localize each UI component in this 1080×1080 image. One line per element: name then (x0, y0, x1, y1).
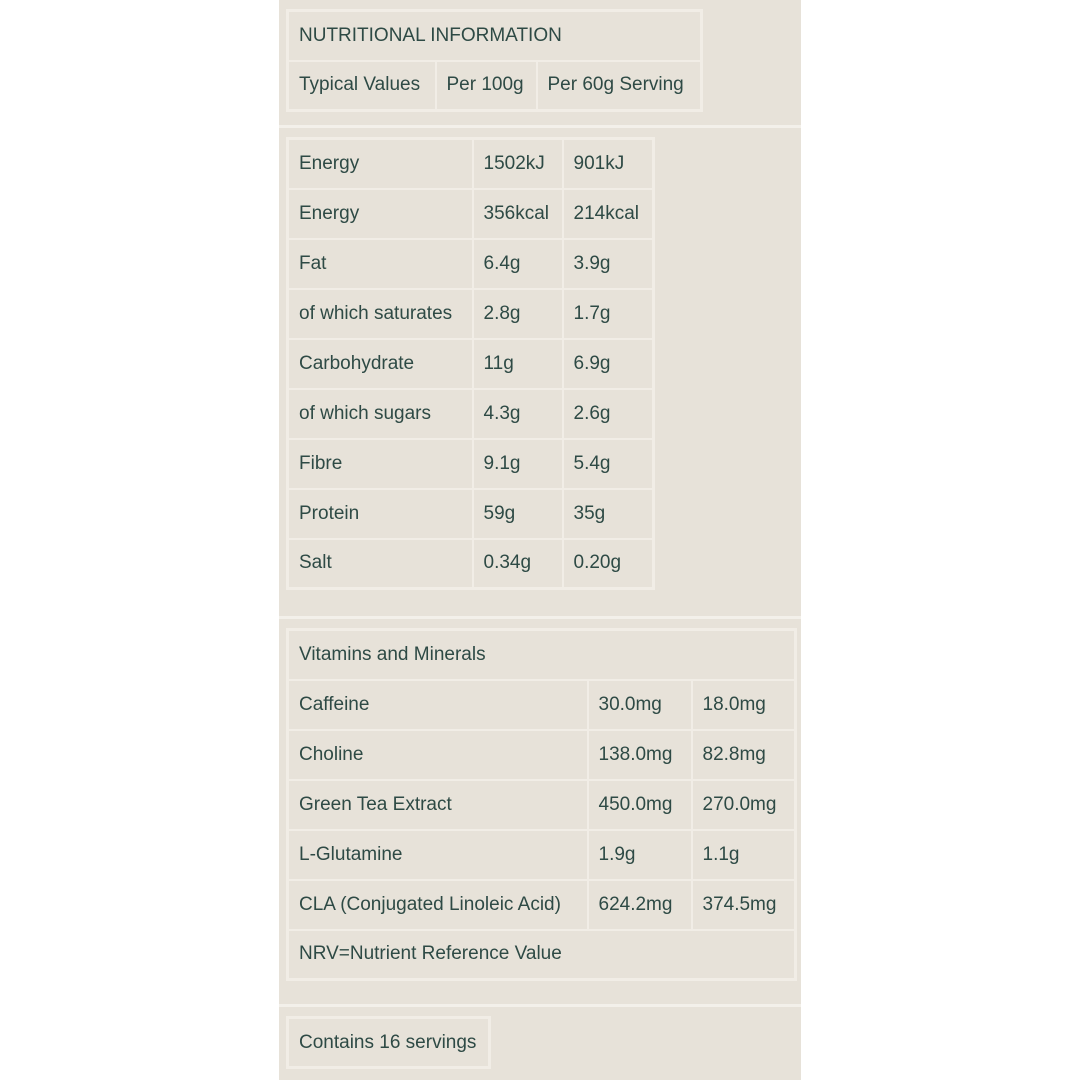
nutrient-name: CLA (Conjugated Linoleic Acid) (288, 880, 588, 930)
column-header-per-serving: Per 60g Serving (537, 61, 702, 111)
table-row (288, 289, 654, 339)
column-header-per-100g: Per 100g (436, 61, 537, 111)
section-divider (279, 125, 801, 128)
vitamins-title: Vitamins and Minerals (288, 630, 796, 680)
servings-table (286, 1016, 491, 1069)
per-serving-value: 3.9g (563, 239, 654, 289)
table-row (288, 780, 796, 830)
per-100g-value: 4.3g (473, 389, 563, 439)
per-100g-value: 1.9g (588, 830, 692, 880)
per-100g-value: 138.0mg (588, 730, 692, 780)
per-100g-value: 6.4g (473, 239, 563, 289)
per-100g-value: 450.0mg (588, 780, 692, 830)
per-100g-value: 2.8g (473, 289, 563, 339)
per-serving-value: 270.0mg (692, 780, 796, 830)
per-serving-value: 6.9g (563, 339, 654, 389)
per-100g-value: 0.34g (473, 539, 563, 589)
nutrient-name: Salt (288, 539, 473, 589)
per-100g-value: 1502kJ (473, 139, 563, 189)
per-serving-value: 35g (563, 489, 654, 539)
per-100g-value: 30.0mg (588, 680, 692, 730)
nutrient-name: Fibre (288, 439, 473, 489)
table-row (288, 339, 654, 389)
table-row (288, 239, 654, 289)
table-row (288, 880, 796, 930)
per-100g-value: 59g (473, 489, 563, 539)
table-row (288, 439, 654, 489)
nutrient-name: Caffeine (288, 680, 588, 730)
per-100g-value: 624.2mg (588, 880, 692, 930)
nutrient-name: Energy (288, 189, 473, 239)
column-header-typical-values: Typical Values (288, 61, 436, 111)
per-100g-value: 356kcal (473, 189, 563, 239)
nutrition-table (286, 137, 655, 590)
per-serving-value: 82.8mg (692, 730, 796, 780)
per-serving-value: 214kcal (563, 189, 654, 239)
table-row (288, 189, 654, 239)
per-serving-value: 2.6g (563, 389, 654, 439)
vitamins-table (286, 628, 797, 981)
nutrient-name: Fat (288, 239, 473, 289)
per-serving-value: 374.5mg (692, 880, 796, 930)
per-100g-value: 11g (473, 339, 563, 389)
table-row (288, 730, 796, 780)
section-divider (279, 616, 801, 619)
nutrient-name: Protein (288, 489, 473, 539)
table-row (288, 830, 796, 880)
table-row (288, 539, 654, 589)
servings-count: Contains 16 servings (288, 1018, 490, 1068)
per-serving-value: 1.7g (563, 289, 654, 339)
nutrient-name: Choline (288, 730, 588, 780)
header-table (286, 9, 703, 112)
per-serving-value: 901kJ (563, 139, 654, 189)
table-row (288, 389, 654, 439)
table-title: NUTRITIONAL INFORMATION (288, 11, 702, 61)
per-serving-value: 1.1g (692, 830, 796, 880)
nutrient-name: of which saturates (288, 289, 473, 339)
per-serving-value: 5.4g (563, 439, 654, 489)
nutrient-name: Green Tea Extract (288, 780, 588, 830)
table-row (288, 680, 796, 730)
per-100g-value: 9.1g (473, 439, 563, 489)
table-row (288, 489, 654, 539)
nutrient-name: Energy (288, 139, 473, 189)
section-divider (279, 1004, 801, 1007)
per-serving-value: 18.0mg (692, 680, 796, 730)
table-row (288, 139, 654, 189)
nrv-footnote: NRV=Nutrient Reference Value (288, 930, 796, 980)
nutrient-name: Carbohydrate (288, 339, 473, 389)
per-serving-value: 0.20g (563, 539, 654, 589)
nutrient-name: of which sugars (288, 389, 473, 439)
nutrient-name: L-Glutamine (288, 830, 588, 880)
